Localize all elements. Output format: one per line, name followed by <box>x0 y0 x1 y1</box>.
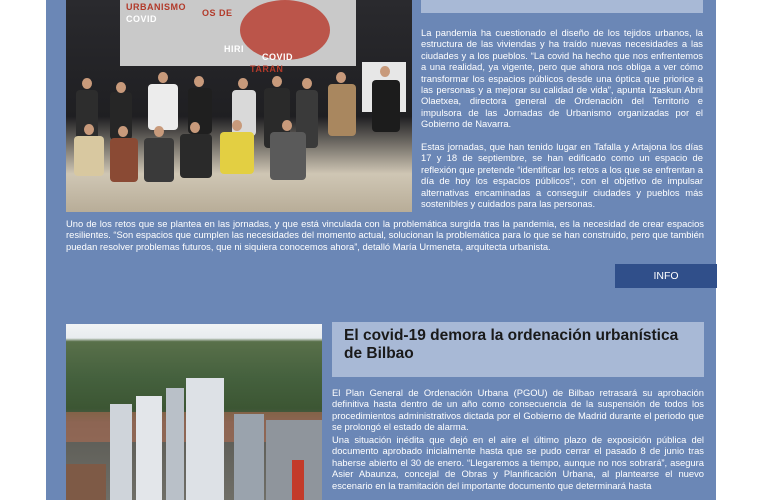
person <box>180 134 212 178</box>
jornadas-group-photo <box>66 0 412 212</box>
person <box>270 132 306 180</box>
head <box>272 76 282 87</box>
building <box>136 396 162 500</box>
head <box>190 122 200 133</box>
head <box>84 124 94 135</box>
building <box>234 414 264 500</box>
projection-screen <box>120 0 356 74</box>
screen-text-5: COVID <box>262 52 294 62</box>
person <box>328 84 356 136</box>
building <box>166 388 184 500</box>
head <box>118 126 128 137</box>
article1-paragraph-3: Uno de los retos que se plantea en las jornadas, y que está vinculada con la problemática surgida tras la pandemia, es la necesidad de crear espacios resilientes. “Son espacios que cumplen las necesidades del momento actual, solucionan la problemática para lo que se han construido, pero que también puedan resolver problemas futuros, que ni siquiera conocemos ahora”, detalló María Urmeneta, arquitecta urbanista. <box>66 218 704 252</box>
article2-paragraph-1: El Plan General de Ordenación Urbana (PGOU) de Bilbao retrasará su aprobación definitiva hasta dentro de un año como consecuencia de la suspensión de todos los procedimientos administrativos dictada por el Gobierno de Madrid durante el periodo que se prolongó el estado de alarma. <box>332 387 704 433</box>
person <box>372 80 400 132</box>
article2-paragraph-2: Una situación inédita que dejó en el aire el último plazo de exposición pública del documento aprobado inicialmente hasta que se pudo cerrar el pasado 8 de junio tras haberse abierto el 30 de enero. “Llegaremos a tiempo, aunque no nos sobrará”, asegura Asier Abaunza, concejal de Obras y Planificación Urbana, al plantearse el nuevo escenario en la tramitación del importante documento que determinará hasta <box>332 434 704 491</box>
head <box>82 78 92 89</box>
screen-text-2: OS DE <box>202 8 233 18</box>
head <box>238 78 248 89</box>
screen-text-4: HIRI <box>224 44 244 54</box>
screen-text-1: URBANISMO <box>126 2 186 12</box>
screen-text-6: TARAN <box>250 64 284 74</box>
building <box>66 464 106 500</box>
article1-paragraph-2: Estas jornadas, que han tenido lugar en Tafalla y Artajona los días 17 y 18 de septiembre, se han edificado como un espacio de reflexión que pretende “identificar los retos a los que se enfrentan a día de hoy los espacios públicos”, con el objetivo de impulsar alternativas encaminadas a conseguir ciudades y pueblos más sostenibles y cuidados para las personas. <box>421 141 703 210</box>
head <box>194 76 204 87</box>
head <box>302 78 312 89</box>
person <box>148 84 178 130</box>
head <box>116 82 126 93</box>
person <box>110 138 138 182</box>
head <box>282 120 292 131</box>
article1-header-bar <box>421 0 703 13</box>
building <box>110 404 132 500</box>
screen-graphic-circle <box>240 0 330 60</box>
building <box>292 460 304 500</box>
person <box>74 136 104 176</box>
tower-building <box>186 378 224 500</box>
person <box>144 138 174 182</box>
article1-paragraph-1: La pandemia ha cuestionado el diseño de los tejidos urbanos, la estructura de las viviendas y ha traído nuevas necesidades a las ciudades y a los pueblos. “La covid ha hecho que nos enfrentemos a una realidad, ya vigente, pero que ahora nos obliga a ver cómo transformar los espacios públicos desde una óptica que priorice a las personas y a mejorar su calidad de vida”, apunta Izaskun Abril Olaetxea, directora general de Ordenación del Territorio e impulsora de las Jornadas de Urbanismo organizadas por el Gobierno de Navarra. <box>421 27 703 130</box>
bilbao-city-photo <box>66 324 322 500</box>
head <box>380 66 390 77</box>
info-button[interactable]: INFO <box>615 264 717 288</box>
head <box>154 126 164 137</box>
head <box>158 72 168 83</box>
screen-text-3: COVID <box>126 14 158 24</box>
head <box>336 72 346 83</box>
person <box>220 132 254 174</box>
article2-title: El covid-19 demora la ordenación urbanística de Bilbao <box>344 327 679 362</box>
head <box>232 120 242 131</box>
